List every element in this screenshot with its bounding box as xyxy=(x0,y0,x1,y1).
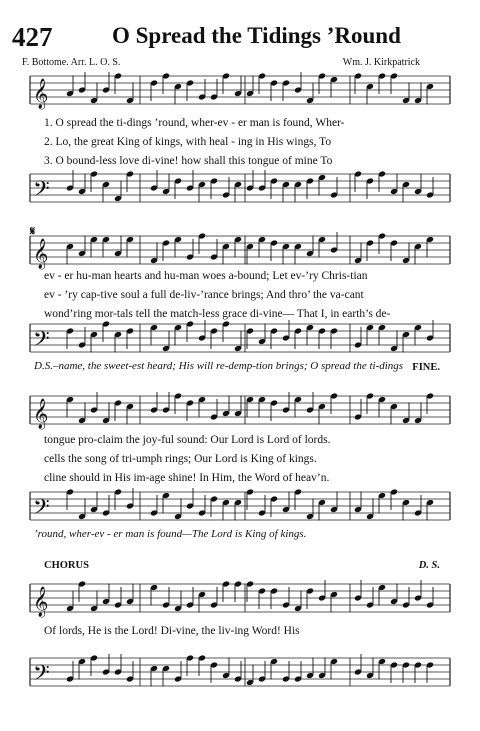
lyrics-verse-3-system-3: cline should in His im-age shine! In Him, the Word of heav’n. xyxy=(44,472,330,484)
lyrics-verse-1-system-1: 1. O spread the ti-dings ’round, wher-ev - er man is found, Wher- xyxy=(44,117,345,129)
ds-mark: D. S. xyxy=(418,560,440,571)
lyrics-verse-2-system-1: 2. Lo, the great King of kings, with heal - ing in His wings, To xyxy=(44,136,332,148)
chorus-label: CHORUS xyxy=(44,560,89,571)
lyrics-chorus-system-4: Of lords, He is the Lord! Di-vine, the liv-ing Word! His xyxy=(44,625,300,637)
lyrics-verse-3-system-2: wond’ring mor-tals tell the match-less grace di-vine— That I, in earth’s de- xyxy=(44,308,391,320)
svg-text:𝄢: 𝄢 xyxy=(33,177,50,207)
treble-staff-4 xyxy=(30,578,450,624)
lyrics-verse-1-system-2: ev - er hu-man hearts and hu-man woes a-bound; Let ev-’ry Chris-tian xyxy=(44,270,368,282)
svg-text:𝄞: 𝄞 xyxy=(33,399,49,429)
ds-lyrics-line-2: ’round, wher-ev - er man is found—The Lord is King of kings. xyxy=(34,528,307,540)
bass-staff-3 xyxy=(30,486,450,532)
hymn-number: 427 xyxy=(12,22,53,52)
fine-mark: FINE. xyxy=(412,362,440,373)
svg-text:𝄢: 𝄢 xyxy=(33,327,50,357)
svg-text:𝄞: 𝄞 xyxy=(33,239,49,269)
treble-staff-1 xyxy=(30,70,450,116)
lyrics-verse-2-system-2: ev - ’ry cap-tive soul a full de-liv-’rance brings; And thro’ the va-cant xyxy=(44,289,364,301)
lyrics-verse-1-system-3: tongue pro-claim the joy-ful sound: Our Lord is Lord of lords. xyxy=(44,434,331,446)
bass-staff-1 xyxy=(30,168,450,214)
music-credit: F. Bottome. Arr. L. O. S. xyxy=(22,57,121,68)
bass-staff-2 xyxy=(30,318,450,364)
segno-sign: 𝄋 xyxy=(30,224,36,238)
svg-text:𝄞: 𝄞 xyxy=(33,587,49,617)
svg-text:𝄢: 𝄢 xyxy=(33,661,50,691)
svg-text:𝄢: 𝄢 xyxy=(33,495,50,525)
bass-staff-4 xyxy=(30,652,450,698)
treble-staff-3 xyxy=(30,390,450,436)
hymn-title: O Spread the Tidings ’Round xyxy=(112,23,401,48)
words-credit: Wm. J. Kirkpatrick xyxy=(342,57,420,68)
svg-text:𝄞: 𝄞 xyxy=(33,79,49,109)
lyrics-verse-3-system-1: 3. O bound-less love di-vine! how shall this tongue of mine To xyxy=(44,155,333,167)
lyrics-verse-2-system-3: cells the song of tri-umph rings; Our Lord is King of kings. xyxy=(44,453,317,465)
ds-lyrics-line-1: D.S.–name, the sweet-est heard; His will re-demp-tion brings; O spread the ti-dings xyxy=(34,360,404,372)
